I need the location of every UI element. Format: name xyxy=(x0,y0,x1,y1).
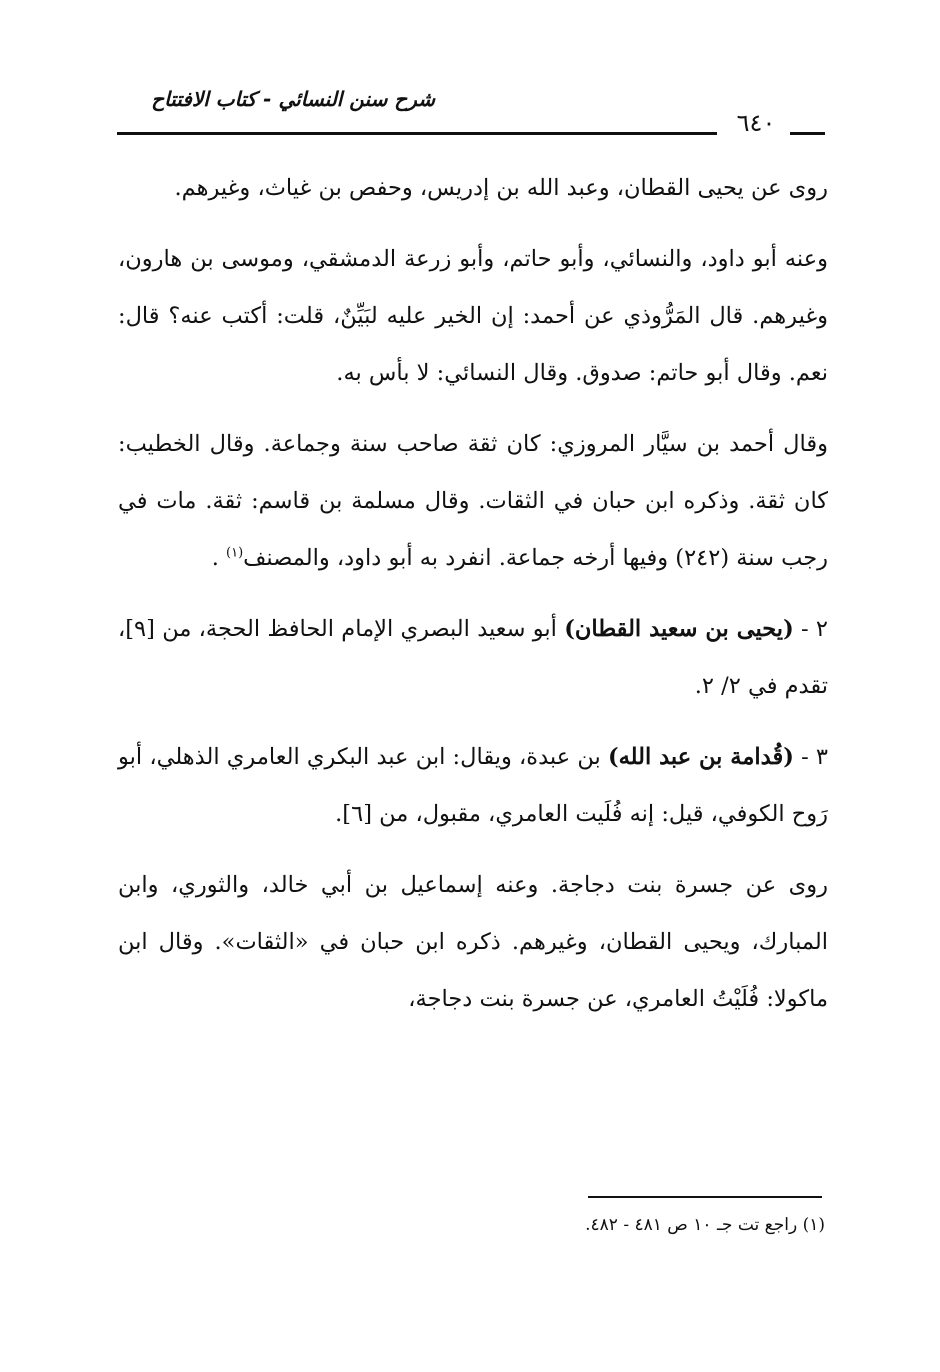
text-line: وغيرهم. xyxy=(174,175,251,201)
entry-2 xyxy=(118,601,828,715)
footnote-reference: (١) xyxy=(226,545,244,561)
entry-3 xyxy=(118,729,828,843)
text-line: والمصنف xyxy=(243,545,330,571)
text-line: وقال أحمد بن سيَّار المروزي: كان ثقة صاحب سنة وجماعة. وقال xyxy=(209,431,828,457)
text-line: روى عن جسرة بنت دجاجة. وعنه إسماعيل بن أبي خالد، xyxy=(261,872,829,898)
paragraph-2 xyxy=(118,231,828,402)
text-line: النسائي: لا بأس به. xyxy=(336,360,517,386)
text-line: لبَيِّنٌ، قلت: أكتب عنه؟ قال: نعم. وقال أبو حاتم: صدوق. وقال xyxy=(118,303,828,386)
text-line: والثوري، وابن المبارك، ويحيى القطان، وغيرهم. ذكره ابن حبان في xyxy=(118,872,828,955)
text-line: وعنه أبو داود، والنسائي، وأبو حاتم، وأبو زرعة الدمشقي، xyxy=(301,246,828,272)
footnote xyxy=(420,1207,825,1243)
paragraph-6 xyxy=(118,857,828,1028)
entry-text: بن عبدة، ويقال: ابن عبد البكري العامري الذهلي، أبو رَوح الكوفي، قيل: إنه فُلَيت العامري، مقبول، من [٦]. xyxy=(118,744,828,827)
text-line: ثقة. مات في رجب سنة (٢٤٢) وفيها أرخه جماعة. انفرد به أبو داود، xyxy=(118,488,828,571)
entry-number: ٢ - xyxy=(801,616,828,642)
footnote-number: (١) xyxy=(802,1215,825,1235)
body-text xyxy=(118,160,828,1042)
text-line: وموسى بن هارون، وغيرهم. قال المَرُّوذي عن أحمد: إن الخير عليه xyxy=(118,246,828,329)
running-header-title: شرح سنن النسائي - كتاب الافتتاح xyxy=(151,87,435,111)
text-line: «الثقات». وقال ابن ماكولا: فُلَيْتُ العامري، عن جسرة بنت دجاجة، xyxy=(118,929,828,1012)
paragraph-3 xyxy=(118,416,828,587)
footnote-text: راجع تت جـ ١٠ ص ٤٨١ - ٤٨٢. xyxy=(585,1215,798,1235)
entry-number: ٣ - xyxy=(801,744,828,770)
footnote-rule xyxy=(588,1196,822,1198)
header-rule xyxy=(117,132,717,135)
page-number-dash xyxy=(790,132,825,135)
paragraph-1 xyxy=(118,160,828,217)
entry-name: (يحيى بن سعيد القطان) xyxy=(564,616,794,642)
entry-text: أبو سعيد البصري الإمام الحافظ الحجة، من [٩]، تقدم في ٢/ ٢. xyxy=(118,616,828,699)
text-line: . xyxy=(211,545,219,571)
text-line: روى عن يحيى القطان، وعبد الله بن إدريس، وحفص بن غياث، xyxy=(257,175,828,201)
text-line: الخطيب: كان ثقة. وذكره ابن حبان في الثقات. وقال مسلمة بن قاسم: xyxy=(118,431,829,514)
entry-name: (قُدامة بن عبد الله) xyxy=(607,744,794,770)
page-number: ٦٤٠ xyxy=(736,109,776,137)
